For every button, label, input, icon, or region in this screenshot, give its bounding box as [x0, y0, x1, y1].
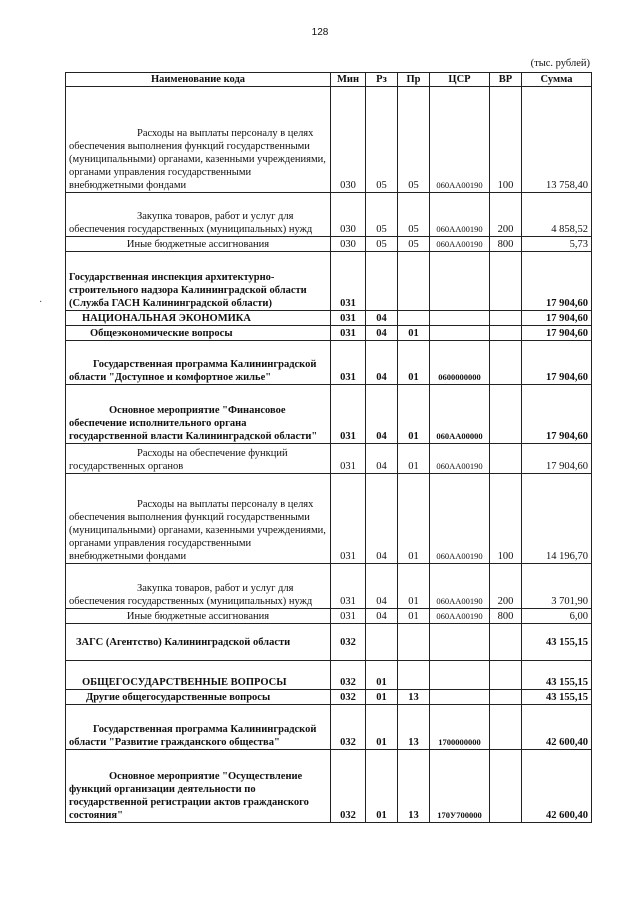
- row-name: ЗАГС (Агентство) Калининградской области: [66, 624, 331, 661]
- row-min: 031: [331, 341, 366, 385]
- row-pr: 01: [398, 609, 430, 624]
- row-min: 030: [331, 193, 366, 237]
- row-sum: 6,00: [522, 609, 592, 624]
- row-rz: 04: [366, 444, 398, 474]
- table-row: [66, 474, 592, 564]
- row-min: 030: [331, 87, 366, 193]
- table-row: [66, 193, 592, 237]
- row-sum: 17 904,60: [522, 341, 592, 385]
- row-name: Государственная программа Калининградской области "Развитие гражданского общества": [66, 705, 331, 750]
- row-pr: 13: [398, 690, 430, 705]
- row-csr: 060АА00190: [430, 193, 490, 237]
- row-pr: [398, 252, 430, 311]
- row-vr: 100: [490, 474, 522, 564]
- row-min: 031: [331, 252, 366, 311]
- row-min: 031: [331, 609, 366, 624]
- row-csr: 060АА00190: [430, 444, 490, 474]
- page-number: 128: [311, 27, 329, 38]
- table-row: [66, 609, 592, 624]
- row-sum: 17 904,60: [522, 252, 592, 311]
- header-pr: Пр: [398, 73, 430, 87]
- row-min: 031: [331, 564, 366, 609]
- row-name: Государственная инспекция архитектурно-строительного надзора Калининградской области (Служба ГАСН Калининградской области): [66, 252, 331, 311]
- row-rz: 01: [366, 705, 398, 750]
- row-sum: 17 904,60: [522, 385, 592, 444]
- row-vr: [490, 341, 522, 385]
- row-pr: 01: [398, 326, 430, 341]
- row-pr: 13: [398, 750, 430, 823]
- row-csr: [430, 252, 490, 311]
- row-min: 032: [331, 705, 366, 750]
- row-min: 032: [331, 624, 366, 661]
- row-vr: [490, 624, 522, 661]
- row-sum: 43 155,15: [522, 624, 592, 661]
- row-vr: 800: [490, 237, 522, 252]
- row-csr: 060АА00000: [430, 385, 490, 444]
- row-name: ОБЩЕГОСУДАРСТВЕННЫЕ ВОПРОСЫ: [66, 661, 331, 690]
- table-row: [66, 385, 592, 444]
- row-vr: [490, 326, 522, 341]
- row-csr: 060АА00190: [430, 474, 490, 564]
- row-sum: 3 701,90: [522, 564, 592, 609]
- row-rz: 05: [366, 193, 398, 237]
- row-rz: 04: [366, 474, 398, 564]
- row-rz: 05: [366, 87, 398, 193]
- row-rz: [366, 624, 398, 661]
- row-sum: 17 904,60: [522, 326, 592, 341]
- header-min: Мин: [331, 73, 366, 87]
- row-name: НАЦИОНАЛЬНАЯ ЭКОНОМИКА: [66, 311, 331, 326]
- table-row: [66, 624, 592, 661]
- header-csr: ЦСР: [430, 73, 490, 87]
- budget-table: [65, 72, 592, 823]
- row-min: 031: [331, 474, 366, 564]
- row-csr: [430, 690, 490, 705]
- row-name: Иные бюджетные ассигнования: [66, 237, 331, 252]
- table-header: [66, 73, 592, 87]
- row-sum: 14 196,70: [522, 474, 592, 564]
- table-row: [66, 661, 592, 690]
- table-row: [66, 341, 592, 385]
- table-row: [66, 564, 592, 609]
- row-sum: 17 904,60: [522, 444, 592, 474]
- row-min: 032: [331, 750, 366, 823]
- row-pr: 01: [398, 564, 430, 609]
- row-vr: [490, 705, 522, 750]
- row-pr: 01: [398, 474, 430, 564]
- row-pr: 05: [398, 87, 430, 193]
- row-csr: 060АА00190: [430, 87, 490, 193]
- row-csr: 060АА00190: [430, 564, 490, 609]
- row-name: Государственная программа Калининградской области "Доступное и комфортное жилье": [66, 341, 331, 385]
- row-pr: 05: [398, 193, 430, 237]
- table-row: [66, 311, 592, 326]
- row-csr: 170У700000: [430, 750, 490, 823]
- row-name: Расходы на обеспечение функций государственных органов: [66, 444, 331, 474]
- row-pr: [398, 311, 430, 326]
- row-vr: [490, 750, 522, 823]
- row-rz: 04: [366, 385, 398, 444]
- row-min: 031: [331, 385, 366, 444]
- table-row: [66, 750, 592, 823]
- row-vr: [490, 444, 522, 474]
- table-row: [66, 705, 592, 750]
- row-min: 031: [331, 326, 366, 341]
- row-sum: 43 155,15: [522, 661, 592, 690]
- row-name: Закупка товаров, работ и услуг для обеспечения государственных (муниципальных) нужд: [66, 564, 331, 609]
- row-rz: 04: [366, 341, 398, 385]
- table-row: [66, 252, 592, 311]
- table-row: [66, 237, 592, 252]
- row-rz: 04: [366, 609, 398, 624]
- header-name: Наименование кода: [66, 73, 331, 87]
- row-vr: 800: [490, 609, 522, 624]
- row-min: 031: [331, 444, 366, 474]
- row-vr: [490, 311, 522, 326]
- row-vr: 200: [490, 193, 522, 237]
- row-rz: 01: [366, 690, 398, 705]
- row-csr: [430, 311, 490, 326]
- units-label: (тыс. рублей): [530, 58, 590, 69]
- row-name: Основное мероприятие "Финансовое обеспечение исполнительного органа государственной власти Калининградской области": [66, 385, 331, 444]
- row-pr: 01: [398, 385, 430, 444]
- row-name: Закупка товаров, работ и услуг для обеспечения государственных (муниципальных) нужд: [66, 193, 331, 237]
- row-rz: 04: [366, 564, 398, 609]
- row-vr: [490, 385, 522, 444]
- row-vr: [490, 661, 522, 690]
- row-sum: 5,73: [522, 237, 592, 252]
- row-min: 032: [331, 690, 366, 705]
- row-csr: 060АА00190: [430, 609, 490, 624]
- header-rz: Рз: [366, 73, 398, 87]
- margin-mark: ·: [39, 297, 43, 308]
- row-name: Основное мероприятие "Осуществление функций организации деятельности по государственной регистрации актов гражданского состояния": [66, 750, 331, 823]
- row-vr: [490, 690, 522, 705]
- row-name: Расходы на выплаты персоналу в целях обеспечения выполнения функций государственными (муниципальными) органами, казенными учреждениями, органами управления государственными внебюджетными фондами: [66, 87, 331, 193]
- row-name: Другие общегосударственные вопросы: [66, 690, 331, 705]
- row-sum: 43 155,15: [522, 690, 592, 705]
- row-sum: 42 600,40: [522, 705, 592, 750]
- row-min: 031: [331, 311, 366, 326]
- row-name: Расходы на выплаты персоналу в целях обеспечения выполнения функций государственными (муниципальными) органами, казенными учреждениями, органами управления государственными внебюджетными фондами: [66, 474, 331, 564]
- row-vr: 100: [490, 87, 522, 193]
- row-min: 030: [331, 237, 366, 252]
- header-vr: ВР: [490, 73, 522, 87]
- row-vr: [490, 252, 522, 311]
- row-csr: 060АА00190: [430, 237, 490, 252]
- row-name: Общеэкономические вопросы: [66, 326, 331, 341]
- table-row: [66, 326, 592, 341]
- row-name: Иные бюджетные ассигнования: [66, 609, 331, 624]
- row-sum: 17 904,60: [522, 311, 592, 326]
- table-row: [66, 444, 592, 474]
- row-pr: [398, 624, 430, 661]
- row-sum: 4 858,52: [522, 193, 592, 237]
- row-csr: 1700000000: [430, 705, 490, 750]
- row-rz: 05: [366, 237, 398, 252]
- row-rz: 04: [366, 326, 398, 341]
- table-row: [66, 87, 592, 193]
- row-pr: 01: [398, 341, 430, 385]
- row-pr: 01: [398, 444, 430, 474]
- row-sum: 13 758,40: [522, 87, 592, 193]
- row-csr: 0600000000: [430, 341, 490, 385]
- table-row: [66, 690, 592, 705]
- row-csr: [430, 326, 490, 341]
- row-rz: 04: [366, 311, 398, 326]
- row-rz: 01: [366, 661, 398, 690]
- header-sum: Сумма: [522, 73, 592, 87]
- row-rz: [366, 252, 398, 311]
- row-pr: [398, 661, 430, 690]
- row-pr: 05: [398, 237, 430, 252]
- row-min: 032: [331, 661, 366, 690]
- row-rz: 01: [366, 750, 398, 823]
- row-sum: 42 600,40: [522, 750, 592, 823]
- row-csr: [430, 661, 490, 690]
- row-vr: 200: [490, 564, 522, 609]
- row-pr: 13: [398, 705, 430, 750]
- row-csr: [430, 624, 490, 661]
